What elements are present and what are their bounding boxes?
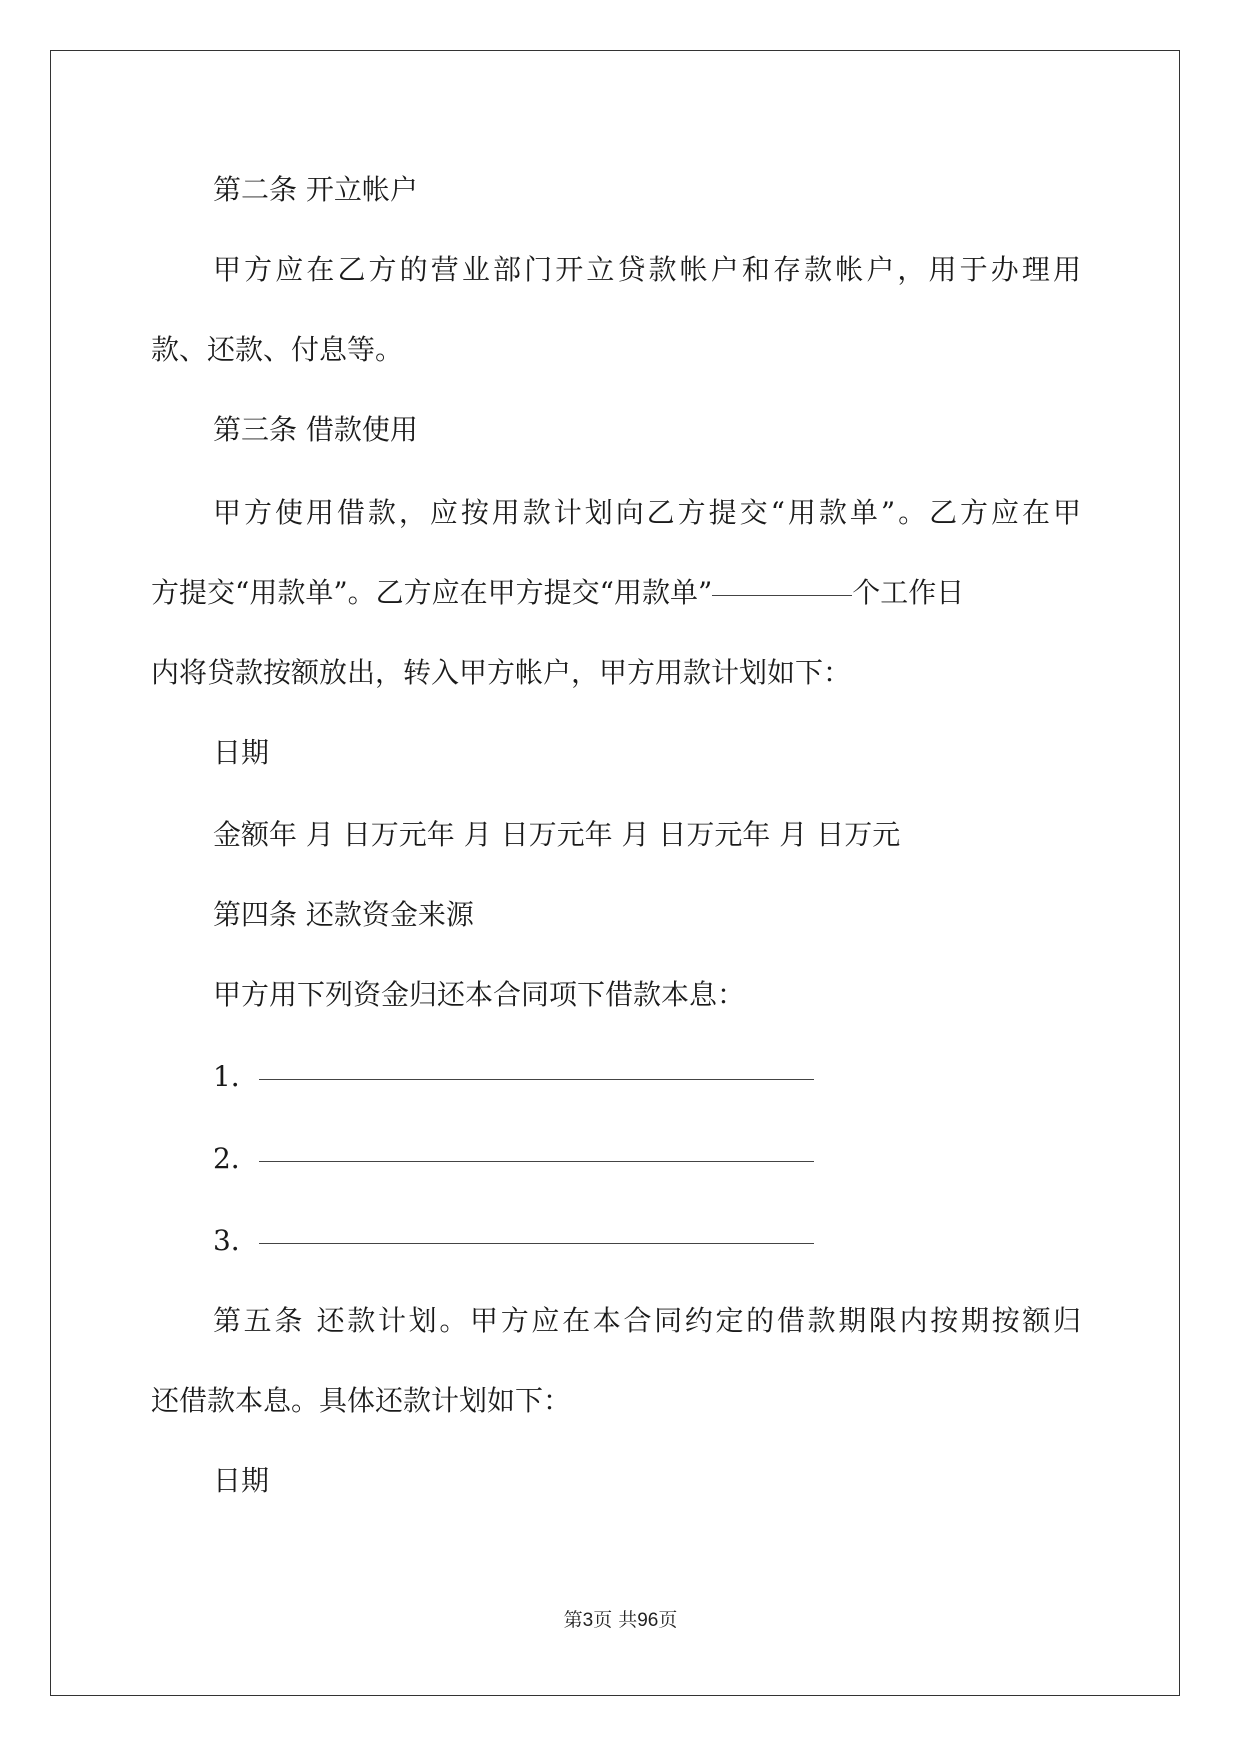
current-page-number: 3 (582, 1610, 594, 1631)
text-span: 甲方使用借款，应按用款计划向乙方提交“用款单”。乙方应在甲 (213, 496, 1081, 529)
list-item-1 (213, 1057, 814, 1097)
list-number: 1． (213, 1060, 259, 1093)
blank-underline (259, 1078, 814, 1080)
text-span: 个工作日 (852, 576, 965, 609)
total-pages-number: 96 (637, 1610, 659, 1631)
page-footer (0, 1605, 1241, 1636)
blank-underline (259, 1160, 814, 1162)
article-3-heading: 第三条 借款使用 (213, 413, 418, 446)
date-label-2: 日期 (213, 1464, 270, 1497)
footer-prefix: 第 (563, 1609, 583, 1631)
list-item-2 (213, 1139, 814, 1179)
article-2-body-line-2: 款、还款、付息等。 (151, 333, 404, 366)
footer-mid: 页 共 (593, 1609, 638, 1631)
blank-underline (259, 1242, 814, 1244)
article-3-body-line-1 (213, 493, 1081, 533)
list-item-3 (213, 1221, 814, 1261)
article-2-body-line-1 (213, 250, 1081, 290)
date-label: 日期 (213, 736, 270, 769)
amount-schedule-line: 金额年 月 日万元年 月 日万元年 月 日万元年 月 日万元 (213, 818, 901, 851)
article-3-body-line-2 (151, 573, 964, 613)
article-4-body: 甲方用下列资金归还本合同项下借款本息： (213, 978, 746, 1011)
list-number: 3． (213, 1224, 259, 1257)
article-5-line-1 (213, 1301, 1081, 1341)
footer-suffix: 页 (658, 1609, 678, 1631)
list-number: 2． (213, 1142, 259, 1175)
article-3-body-line-3: 内将贷款按额放出，转入甲方帐户，甲方用款计划如下： (151, 656, 852, 689)
text-span: 方提交“用款单”。乙方应在甲方提交“用款单” (151, 576, 713, 609)
article-4-heading: 第四条 还款资金来源 (213, 898, 474, 931)
page-border (50, 50, 1180, 1696)
text-span: 第五条 还款计划。甲方应在本合同约定的借款期限内按期按额归 (213, 1304, 1081, 1337)
blank-underline (712, 594, 852, 596)
article-2-heading: 第二条 开立帐户 (213, 173, 418, 206)
article-5-line-2: 还借款本息。具体还款计划如下： (151, 1384, 572, 1417)
text-span: 甲方应在乙方的营业部门开立贷款帐户和存款帐户，用于办理用 (213, 253, 1081, 286)
